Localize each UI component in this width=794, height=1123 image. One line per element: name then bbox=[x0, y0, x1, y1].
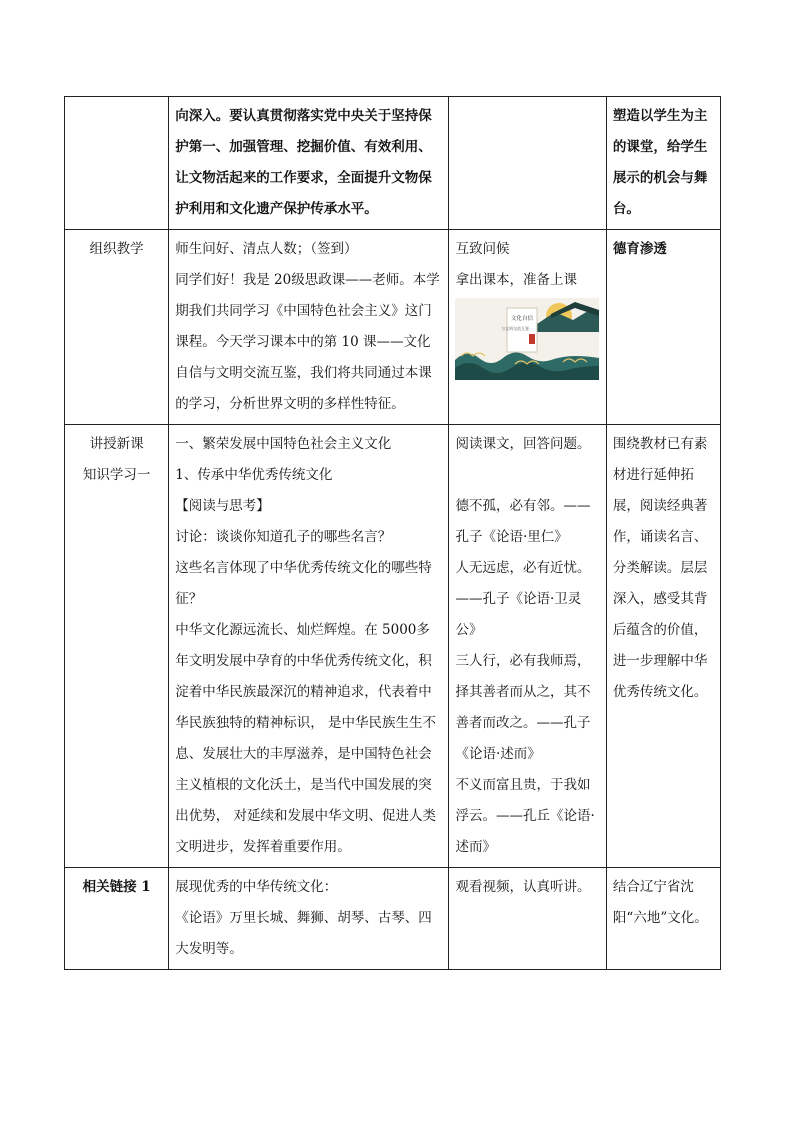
student-activity-line: 阅读课文，回答问题。 bbox=[455, 436, 591, 452]
discussion-prompt: 讨论：谈谈你知道孔子的哪些名言？ bbox=[175, 529, 392, 545]
reading-thinking-heading: 【阅读与思考】 bbox=[175, 498, 270, 514]
subsection-heading: 1、传承中华优秀传统文化 bbox=[175, 467, 333, 483]
student-activity-cell bbox=[449, 230, 606, 425]
quote-item: 三人行，必有我师焉，择其善者而从之，其不善者而改之。——孔子《论语·述而》 bbox=[455, 653, 591, 762]
teacher-activity-cell bbox=[169, 425, 449, 868]
stage-cell bbox=[65, 425, 169, 868]
stage-cell bbox=[65, 97, 169, 230]
design-intent-text: 围绕教材已有素材进行延伸拓展，阅读经典著作，诵读名言、分类解读。层层深入，感受其背后蕴含的价值，进一步理解中华优秀传统文化。 bbox=[612, 436, 708, 700]
teacher-activity-line: 师生问好、清点人数；（签到） bbox=[175, 241, 358, 257]
quote-item: 德不孤，必有邻。——孔子《论语·里仁》 bbox=[455, 498, 591, 545]
teacher-activity-line: 《论语》万里长城、舞狮、胡琴、古琴、四大发明等。 bbox=[175, 910, 432, 957]
quote-item: 不义而富且贵，于我如浮云。——孔丘《论语·述而》 bbox=[455, 777, 595, 855]
design-intent-text: 德育渗透 bbox=[612, 241, 667, 257]
student-activity-cell bbox=[449, 868, 606, 970]
student-activity-cell bbox=[449, 97, 606, 230]
stage-label: 组织教学 bbox=[89, 241, 144, 257]
design-intent-cell bbox=[606, 230, 720, 425]
design-intent-text: 塑造以学生为主的课堂，给学生展示的机会与舞台。 bbox=[612, 108, 708, 217]
teacher-activity-cell bbox=[169, 868, 449, 970]
student-activity-cell bbox=[449, 425, 606, 868]
section-heading: 一、繁荣发展中国特色社会主义文化 bbox=[175, 436, 392, 452]
stage-cell bbox=[65, 230, 169, 425]
table-row bbox=[65, 425, 721, 868]
table-row bbox=[65, 97, 721, 230]
teacher-activity-text: 向深入。要认真贯彻落实党中央关于坚持保护第一、加强管理、挖掘价值、有效利用、让文物活起来的工作要求，全面提升文物保护利用和文化遗产保护传承水平。 bbox=[175, 108, 432, 217]
teacher-activity-paragraph: 中华文化源远流长、灿烂辉煌。在 5000多年文明发展中孕育的中华优秀传统文化，积淀着中华民族最深沉的精神追求，代表着中华民族独特的精神标识， 是中华民族生生不息、发展壮大的丰厚滋养，是中国特色社会主义植根的文化沃土，是当代中国发展的突出优势， 对延续和发展中华文明、促进人类文明进步，发挥着重要作用。 bbox=[175, 622, 437, 855]
design-intent-text: 结合辽宁省沈阳“六地”文化。 bbox=[612, 879, 708, 926]
design-intent-cell bbox=[606, 868, 720, 970]
quote-item: 人无远虑，必有近忧。——孔子《论语·卫灵公》 bbox=[455, 560, 591, 638]
table-row bbox=[65, 230, 721, 425]
teacher-activity-cell bbox=[169, 97, 449, 230]
student-activity-line: 观看视频，认真听讲。 bbox=[455, 879, 591, 895]
design-intent-cell bbox=[606, 425, 720, 868]
design-intent-cell bbox=[606, 97, 720, 230]
teacher-activity-line: 展现优秀的中华传统文化： bbox=[175, 879, 338, 895]
table-row bbox=[65, 868, 721, 970]
stage-sublabel: 知识学习一 bbox=[82, 467, 151, 483]
discussion-question: 这些名言体现了中华优秀传统文化的哪些特征？ bbox=[175, 560, 432, 607]
cover-title: 文化自信 bbox=[511, 316, 534, 322]
stage-label: 讲授新课 bbox=[89, 436, 144, 452]
stage-label: 相关链接 1 bbox=[82, 879, 151, 895]
student-activity-line: 互致问候 bbox=[455, 241, 510, 257]
stage-cell bbox=[65, 868, 169, 970]
teacher-activity-paragraph: 同学们好！我是 20级思政课——老师。本学期我们共同学习《中国特色社会主义》这门课程。今天学习课本中的第 10 课——文化自信与文明交流互鉴，我们将共同通过本课的学习，分析世界文明的多样性特征。 bbox=[175, 272, 440, 412]
cover-subtitle: 与文明交流互鉴 bbox=[501, 326, 530, 331]
student-activity-line: 拿出课本，准备上课 bbox=[455, 272, 577, 288]
lesson-cover-image bbox=[455, 298, 599, 380]
lesson-plan-table bbox=[64, 96, 721, 970]
teacher-activity-cell bbox=[169, 230, 449, 425]
